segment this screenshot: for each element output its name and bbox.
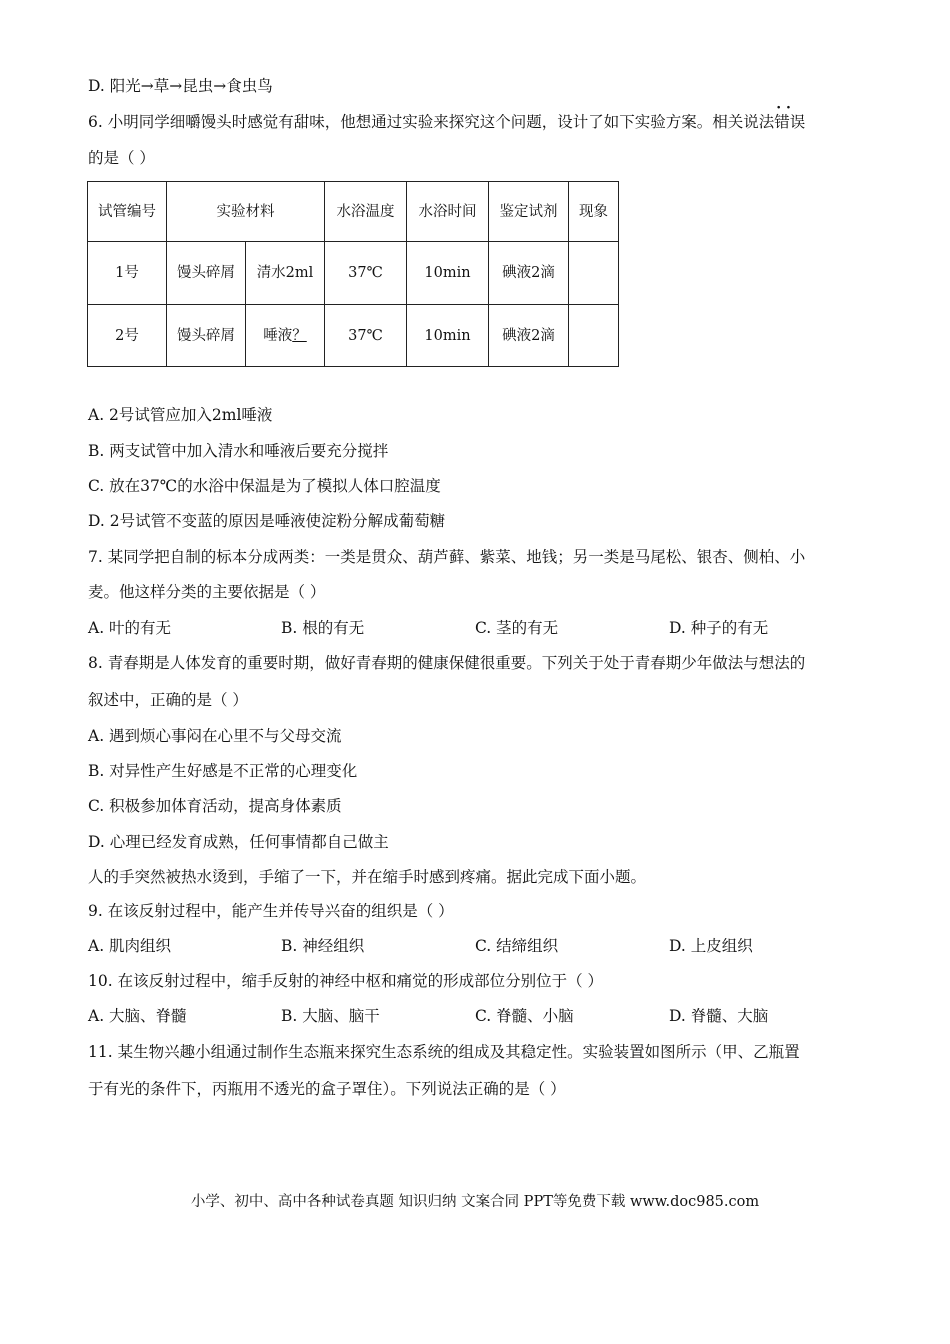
emphasis-dots: · · 错误 — [774, 112, 805, 132]
q7-option-d: D. 种子的有无 — [669, 619, 769, 637]
cell-reagent: 碘液2滴 — [489, 305, 569, 367]
q9-option-a: A. 肌肉组织 — [88, 937, 172, 955]
q6-option-d: D. 2号试管不变蓝的原因是唾液使淀粉分解成葡萄糖 — [88, 512, 446, 530]
q9-option-c: C. 结缔组织 — [475, 937, 559, 955]
q8-option-b: B. 对异性产生好感是不正常的心理变化 — [88, 762, 358, 780]
q11-stem-line2: 于有光的条件下，丙瓶用不透光的盒子罩住）。下列说法正确的是（ ） — [88, 1080, 566, 1098]
q10-option-c: C. 脊髓、小脑 — [475, 1007, 574, 1025]
header-phenomenon: 现象 — [569, 182, 619, 242]
q8-stem-line1: 8. 青春期是人体发育的重要时期，做好青春期的健康保健很重要。下列关于处于青春期少年做法与想法的 — [88, 654, 806, 672]
q10-option-a: A. 大脑、脊髓 — [88, 1007, 187, 1025]
table-row — [88, 305, 619, 367]
q9-stem: 9. 在该反射过程中，能产生并传导兴奋的组织是（ ） — [88, 902, 454, 920]
q10-options — [88, 1006, 868, 1026]
q9-options — [88, 936, 868, 956]
cell-liquid-blank: ？ — [292, 327, 307, 344]
table-row — [88, 242, 619, 305]
cell-liquid — [246, 305, 325, 367]
q7-options — [88, 618, 868, 638]
q8-stem-line2: 叙述中，正确的是（ ） — [88, 691, 248, 709]
header-tube-no: 试管编号 — [88, 182, 167, 242]
q6-stem-line2: 的是（ ） — [88, 149, 155, 167]
page-footer: 小学、初中、高中各种试卷真题 知识归纳 文案合同 PPT等免费下载 www.doc985.com — [190, 1194, 760, 1210]
q10-stem: 10. 在该反射过程中，缩手反射的神经中枢和痛觉的形成部位分别位于（ ） — [88, 972, 604, 990]
q7-option-c: C. 茎的有无 — [475, 619, 559, 637]
cell-material: 馒头碎屑 — [167, 242, 246, 305]
q8-option-c: C. 积极参加体育活动，提高身体素质 — [88, 797, 342, 815]
q6-stem-text: 6. 小明同学细嚼馒头时感觉有甜味，他想通过实验来探究这个问题，设计了如下实验方案。相关说法 — [88, 113, 775, 131]
cell-time: 10min — [407, 242, 489, 305]
q8-option-a: A. 遇到烦心事闷在心里不与父母交流 — [88, 727, 342, 745]
cell-liquid: 清水2ml — [246, 242, 325, 305]
q7-stem-line2: 麦。他这样分类的主要依据是（ ） — [88, 583, 326, 601]
cell-tube: 2号 — [88, 305, 167, 367]
q6-option-b: B. 两支试管中加入清水和唾液后要充分搅拌 — [88, 442, 389, 460]
cell-reagent: 碘液2滴 — [489, 242, 569, 305]
q6-option-a: A. 2号试管应加入2ml唾液 — [88, 406, 273, 424]
cell-material: 馒头碎屑 — [167, 305, 246, 367]
header-bath-temp: 水浴温度 — [325, 182, 407, 242]
cell-phenomenon — [569, 305, 619, 367]
q10-option-b: B. 大脑、脑干 — [281, 1007, 380, 1025]
q11-stem-line1: 11. 某生物兴趣小组通过制作生态瓶来探究生态系统的组成及其稳定性。实验装置如图所示（甲、乙瓶置 — [88, 1043, 800, 1061]
cell-time: 10min — [407, 305, 489, 367]
cell-temp: 37℃ — [325, 242, 407, 305]
q7-stem-line1: 7. 某同学把自制的标本分成两类：一类是贯众、葫芦藓、紫菜、地钱；另一类是马尾松、银杏、侧柏、小 — [88, 548, 806, 566]
header-bath-time: 水浴时间 — [407, 182, 489, 242]
header-reagent: 鉴定试剂 — [489, 182, 569, 242]
experiment-table — [87, 181, 619, 367]
q6-stem-line1 — [88, 112, 805, 132]
cell-temp: 37℃ — [325, 305, 407, 367]
q10-option-d: D. 脊髓、大脑 — [669, 1007, 769, 1025]
q9-10-intro: 人的手突然被热水烫到，手缩了一下，并在缩手时感到疼痛。据此完成下面小题。 — [88, 868, 647, 886]
cell-phenomenon — [569, 242, 619, 305]
q7-option-a: A. 叶的有无 — [88, 619, 172, 637]
table-header-row — [88, 182, 619, 242]
q8-option-d: D. 心理已经发育成熟，任何事情都自己做主 — [88, 833, 389, 851]
q6-option-c: C. 放在37℃的水浴中保温是为了模拟人体口腔温度 — [88, 477, 441, 495]
q7-option-b: B. 根的有无 — [281, 619, 365, 637]
header-material: 实验材料 — [167, 182, 325, 242]
q5-option-d: D. 阳光→草→昆虫→食虫鸟 — [88, 77, 273, 95]
q9-option-b: B. 神经组织 — [281, 937, 365, 955]
q9-option-d: D. 上皮组织 — [669, 937, 753, 955]
cell-liquid-text: 唾液 — [263, 327, 293, 344]
cell-tube: 1号 — [88, 242, 167, 305]
